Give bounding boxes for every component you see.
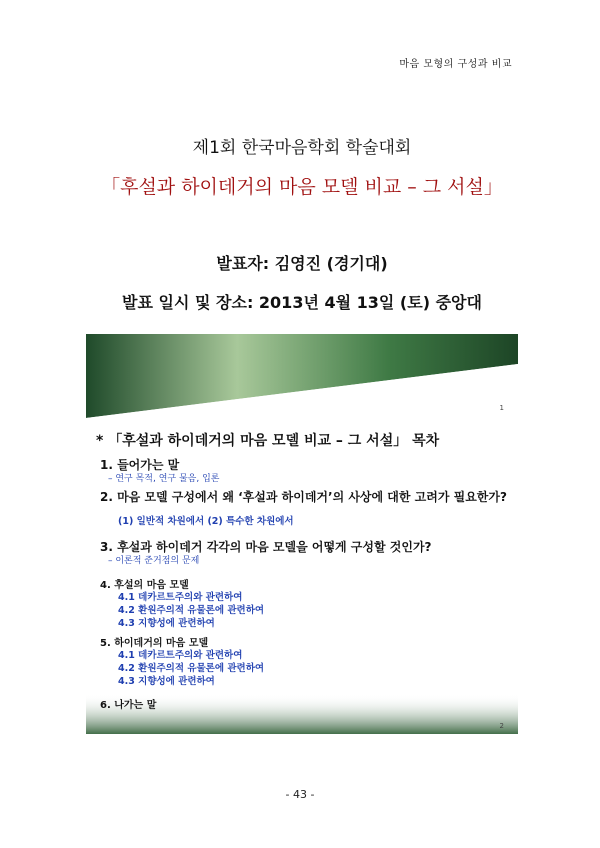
section-4 (100, 576, 264, 630)
section-subtext: (1) 일반적 차원에서 (2) 특수한 차원에서 (118, 516, 294, 527)
list-item: 4.3 지향성에 관련하여 (118, 618, 215, 629)
section-subtext: – 연구 목적, 연구 물음, 입론 (108, 474, 220, 484)
section-heading: 5. 하이데거의 마음 모델 (100, 638, 209, 649)
section-heading: 3. 후설과 하이데거 각각의 마음 모델을 어떻게 구성할 것인가? (100, 540, 432, 554)
section-heading: 6. 나가는 말 (100, 700, 157, 711)
slide-number: 2 (499, 722, 504, 730)
list-item: 4.2 환원주의적 유물론에 관련하여 (118, 605, 265, 616)
slide-title (86, 108, 518, 418)
list-item: 4.1 데카르트주의와 관련하여 (118, 592, 243, 603)
section-heading: 2. 마음 모델 구성에서 왜 ‘후설과 하이데거’의 사상에 대한 고려가 필요한가? (100, 490, 507, 504)
section-3 (100, 538, 432, 568)
section-1 (100, 456, 219, 486)
list-item: 4.1 데카르트주의와 관련하여 (118, 650, 243, 661)
section-2 (100, 488, 507, 528)
slide-contents (86, 420, 518, 734)
section-heading: 4. 후설의 마음 모델 (100, 580, 189, 591)
contents-title: * 「후설과 하이데거의 마음 모델 비교 – 그 서설」 목차 (96, 433, 440, 449)
list-item: 4.3 지향성에 관련하여 (118, 676, 215, 687)
green-band-graphic (86, 334, 518, 418)
conference-title: 제1회 한국마음학회 학술대회 (192, 138, 412, 158)
section-6 (100, 696, 156, 711)
date-venue: 발표 일시 및 장소: 2013년 4월 13일 (토) 중앙대 (122, 293, 482, 312)
list-item: 4.2 환원주의적 유물론에 관련하여 (118, 663, 265, 674)
talk-title: 「후설과 하이데거의 마음 모델 비교 – 그 서설」 (101, 176, 503, 198)
page-number: - 43 - (285, 788, 315, 801)
slide-number: 1 (499, 404, 504, 412)
section-subtext: – 이론적 준거점의 문제 (108, 556, 200, 566)
section-heading: 1. 들어가는 말 (100, 458, 180, 472)
running-header: 마음 모형의 구성과 비교 (399, 59, 512, 70)
presenter: 발표자: 김영진 (경기대) (216, 254, 388, 273)
section-5 (100, 634, 264, 688)
